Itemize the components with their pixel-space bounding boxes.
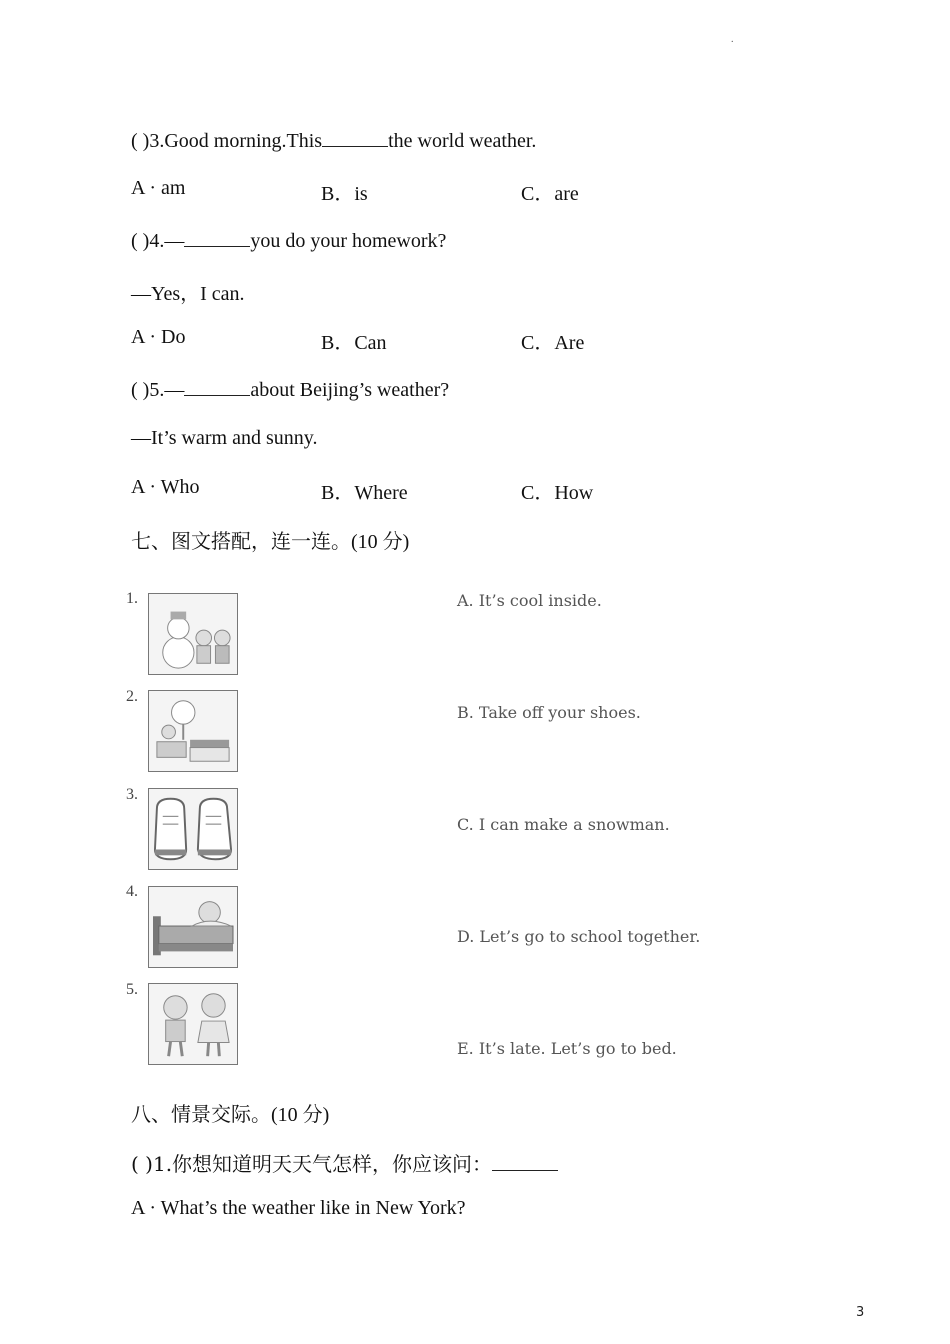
section-8-heading <box>131 1098 329 1127</box>
answer-blank[interactable] <box>184 228 250 247</box>
question-5 <box>131 377 449 402</box>
question-3 <box>131 128 536 153</box>
option-a: A · What’s the weather like in New York? <box>131 1197 466 1219</box>
option-a: A · Who <box>131 476 200 498</box>
match-sentence-e[interactable]: E. It’s late. Let’s go to bed. <box>457 1039 677 1058</box>
picture-number: 2. <box>126 688 138 705</box>
section-score: (10 分) <box>271 1104 330 1126</box>
question-3-suffix: the world weather. <box>388 130 537 152</box>
section-title: 八、情景交际。 <box>131 1102 271 1126</box>
section-8-question-1 <box>131 1148 558 1177</box>
picture-number: 3. <box>126 786 138 803</box>
option-b: B．Can <box>321 332 387 354</box>
shoes-image[interactable] <box>148 788 238 870</box>
fan-desk-image[interactable] <box>148 690 238 772</box>
answer-blank[interactable] <box>322 128 388 147</box>
picture-number: 1. <box>126 590 138 607</box>
question-5-suffix: about Beijing’s weather? <box>250 379 450 401</box>
match-sentence-b[interactable]: B. Take off your shoes. <box>457 703 641 722</box>
bed-sleeping-image[interactable] <box>148 886 238 968</box>
option-b: B．is <box>321 183 368 205</box>
picture-number: 5. <box>126 981 138 998</box>
option-c: C．are <box>521 183 579 205</box>
question-4 <box>131 228 446 253</box>
section-title: 七、图文搭配，连一连。 <box>131 529 351 553</box>
question-4-prefix: ( )4.— <box>131 230 185 252</box>
option-c: C．Are <box>521 332 585 354</box>
question-4-suffix: you do your homework? <box>250 230 447 252</box>
answer-blank[interactable] <box>492 1152 558 1171</box>
children-image[interactable] <box>148 983 238 1065</box>
top-mark: . <box>731 34 734 45</box>
option-a: A · Do <box>131 326 186 348</box>
option-b: B．Where <box>321 482 408 504</box>
answer-blank[interactable] <box>184 377 250 396</box>
option-c: C．How <box>521 482 594 504</box>
question-3-prefix: ( )3.Good morning.This <box>131 130 323 152</box>
question-5-reply: —It’s warm and sunny. <box>131 427 318 449</box>
question-4-reply: —Yes，I can. <box>131 283 245 305</box>
question-1-prefix: ( )1.你想知道明天天气怎样，你应该问： <box>131 1152 493 1176</box>
match-sentence-a[interactable]: A. It’s cool inside. <box>457 591 602 610</box>
question-5-prefix: ( )5.— <box>131 379 185 401</box>
section-7-heading <box>131 525 409 554</box>
match-sentence-d[interactable]: D. Let’s go to school together. <box>457 927 701 946</box>
snowman-kids-image[interactable] <box>148 593 238 675</box>
picture-number: 4. <box>126 883 138 900</box>
option-a: A · am <box>131 177 186 199</box>
page-number: 3 <box>856 1305 865 1320</box>
match-sentence-c[interactable]: C. I can make a snowman. <box>457 815 670 834</box>
section-score: (10 分) <box>351 531 410 553</box>
